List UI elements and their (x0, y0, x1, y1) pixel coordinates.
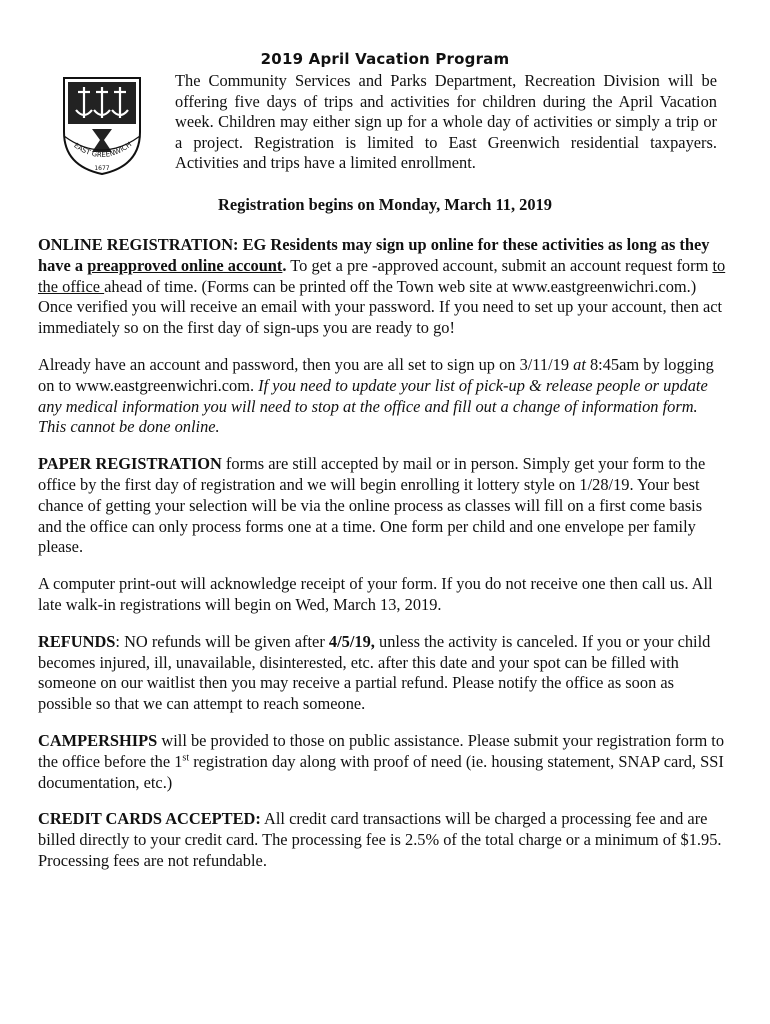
preapproved-account-link: preapproved online account (87, 255, 283, 275)
page-title: 2019 April Vacation Program (260, 50, 510, 68)
seal-text: EAST GREENWICH (72, 140, 134, 160)
credit-cards-paragraph: CREDIT CARDS ACCEPTED: All credit card transactions will be charged a processing fee and are billed directly to your credit card. The processing fee is 2.5% of the total charge or a minimum of $1.95. Processing fees are not refundable. (38, 809, 722, 870)
online-registration-paragraph: ONLINE REGISTRATION: EG Residents may sign up online for these activities as long as they have a preapproved online account. To get a pre -approved account, submit an account request form to the office ahead of time. (Forms can be printed off the Town web site at www.eastgreenwichri.com.) Once verified you will receive an email with your password. If you need to set up your account, then act immediately so on the first day of sign-ups you are ready to go! (38, 235, 726, 338)
camperships-heading: CAMPERSHIPS (38, 730, 158, 750)
registration-date-heading: Registration begins on Monday, March 11, 2019 (218, 195, 552, 214)
refunds-paragraph: REFUNDS: NO refunds will be given after 4/5/19, unless the activity is canceled. If you or your child becomes injured, ill, unavailable, disinterested, etc. after this date and your spot can be filled with someone on our waitlist then you may receive a partial refund. Please notify the office as soon as possible so that we can attempt to reach someone. (38, 631, 711, 714)
paper-heading: PAPER REGISTRATION (38, 454, 222, 474)
refund-date: 4/5/19, (328, 631, 375, 651)
camperships-paragraph: CAMPERSHIPS will be provided to those on public assistance. Please submit your registration form to the office before the 1st registration day along with proof of need (ie. housing statement, SNAP card, SSI documentation, etc.) (38, 730, 725, 792)
update-info-note: If you need to update your list of pick-up & release people or update any medical information you will need to stop at the office and fill out a change of information form. This cannot be done online. (38, 375, 708, 437)
refunds-heading: REFUNDS (38, 631, 116, 651)
town-seal-icon (58, 74, 146, 178)
printout-paragraph: A computer print-out will acknowledge receipt of your form. If you do not receive one then call us. All late walk-in registrations will begin on Wed, March 13, 2019. (38, 574, 713, 614)
online-heading: ONLINE REGISTRATION: EG Residents may sign up online for these activities as long as they have a (38, 235, 710, 275)
document-body (38, 235, 728, 888)
seal-year: 1677 (94, 165, 110, 172)
intro-paragraph: The Community Services and Parks Department, Recreation Division will be offering five days of trips and activities for children during the April Vacation week. Children may either sign up for a whole day of activities or simply a trip or a project. Registration is limited to East Greenwich residential taxpayers. Activities and trips have a limited enrollment. (175, 71, 717, 172)
office-link: to the office (38, 255, 726, 296)
credit-cards-heading: CREDIT CARDS ACCEPTED: (38, 809, 261, 829)
existing-account-paragraph: Already have an account and password, then you are all set to sign up on 3/11/19 at 8:45am by logging on to www.eastgreenwichri.com. If you need to update your list of pick-up & release people or update any medical information you will need to stop at the office and fill out a change of information form. This cannot be done online. (38, 354, 714, 437)
paper-registration-paragraph: PAPER REGISTRATION forms are still accepted by mail or in person. Simply get your form to the office by the first day of registration and we will begin enrolling it lottery style on 1/28/19. Your best chance of getting your selection will be via the online process as classes will fill on a first come basis and the office can only process forms one at a time. One form per child and one envelope per family please. (38, 454, 706, 557)
